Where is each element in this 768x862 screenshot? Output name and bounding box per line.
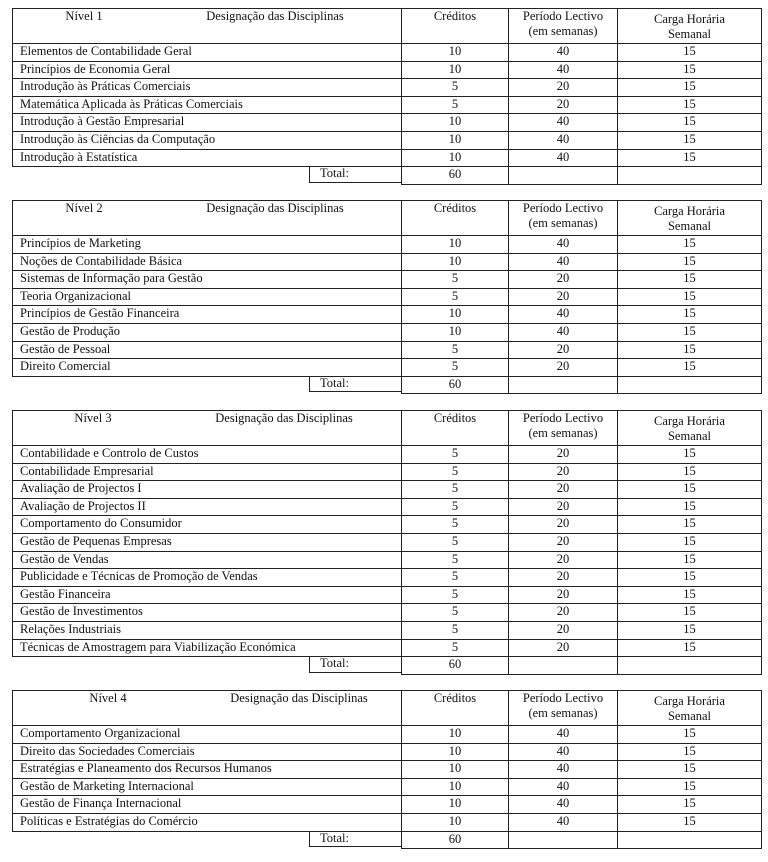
table-row (13, 306, 762, 324)
load-header-line2: Semanal (667, 429, 712, 443)
course-name: Princípios de Marketing (13, 236, 402, 254)
course-weekly-load: 15 (618, 253, 762, 271)
course-name: Direito das Sociedades Comerciais (13, 743, 402, 761)
course-period: 20 (509, 604, 618, 622)
course-weekly-load: 15 (618, 44, 762, 62)
course-credits: 10 (402, 796, 509, 814)
course-period: 40 (509, 44, 618, 62)
load-header-line1: Carga Horária (654, 694, 725, 708)
course-name: Gestão de Investimentos (13, 604, 402, 622)
level-4-table (12, 690, 761, 849)
course-name: Gestão de Produção (13, 323, 402, 341)
course-credits: 5 (402, 569, 509, 587)
credits-header: Créditos (402, 411, 509, 446)
total-period-empty (509, 167, 618, 185)
course-credits: 5 (402, 533, 509, 551)
course-name: Políticas e Estratégias do Comércio (13, 813, 402, 831)
course-name: Introdução à Estatística (13, 149, 402, 167)
table-row (13, 44, 762, 62)
course-name: Introdução às Ciências da Computação (13, 131, 402, 149)
period-header-line1: Período Lectivo (522, 411, 604, 425)
level-label: Nível 3 (74, 411, 112, 425)
table-row (13, 726, 762, 744)
period-header-line2: (em semanas) (528, 24, 598, 38)
course-period: 40 (509, 743, 618, 761)
table-row (13, 96, 762, 114)
course-name: Gestão de Finança Internacional (13, 796, 402, 814)
course-credits: 5 (402, 96, 509, 114)
total-period-empty (509, 831, 618, 849)
load-header-line2: Semanal (667, 709, 712, 723)
table-header-row (13, 9, 762, 44)
course-name: Técnicas de Amostragem para Viabilização Económica (13, 639, 402, 657)
course-credits: 5 (402, 271, 509, 289)
course-period: 20 (509, 79, 618, 97)
table-row (13, 323, 762, 341)
designation-label: Designação das Disciplinas (215, 411, 353, 425)
course-period: 20 (509, 359, 618, 377)
total-period-empty (509, 376, 618, 394)
course-credits: 10 (402, 726, 509, 744)
table-row (13, 639, 762, 657)
course-period: 20 (509, 481, 618, 499)
course-name: Noções de Contabilidade Básica (13, 253, 402, 271)
course-credits: 10 (402, 114, 509, 132)
course-weekly-load: 15 (618, 271, 762, 289)
course-credits: 10 (402, 61, 509, 79)
course-name: Elementos de Contabilidade Geral (13, 44, 402, 62)
table-row (13, 743, 762, 761)
course-name: Matemática Aplicada às Práticas Comerciais (13, 96, 402, 114)
table-row (13, 288, 762, 306)
course-credits: 10 (402, 253, 509, 271)
table-row (13, 778, 762, 796)
credits-header: Créditos (402, 691, 509, 726)
period-header-line1: Período Lectivo (522, 691, 604, 705)
course-period: 40 (509, 131, 618, 149)
level-1-table (12, 8, 761, 185)
course-name: Comportamento do Consumidor (13, 516, 402, 534)
course-credits: 10 (402, 743, 509, 761)
course-period: 20 (509, 271, 618, 289)
course-name: Gestão de Marketing Internacional (13, 778, 402, 796)
total-row (13, 657, 762, 675)
course-period: 40 (509, 761, 618, 779)
table-row (13, 516, 762, 534)
period-header (509, 691, 618, 726)
course-name: Gestão de Vendas (13, 551, 402, 569)
designation-header (13, 9, 402, 44)
period-header (509, 411, 618, 446)
course-period: 20 (509, 533, 618, 551)
total-load-empty (618, 376, 762, 394)
table-row (13, 271, 762, 289)
load-header-line1: Carga Horária (654, 12, 725, 26)
course-period: 20 (509, 569, 618, 587)
course-name: Contabilidade e Controlo de Custos (13, 446, 402, 464)
course-weekly-load: 15 (618, 569, 762, 587)
credits-header: Créditos (402, 9, 509, 44)
course-name: Direito Comercial (13, 359, 402, 377)
load-header-line2: Semanal (667, 219, 712, 233)
period-header (509, 201, 618, 236)
course-name: Teoria Organizacional (13, 288, 402, 306)
course-name: Relações Industriais (13, 621, 402, 639)
course-credits: 10 (402, 761, 509, 779)
course-period: 40 (509, 726, 618, 744)
designation-header (13, 201, 402, 236)
course-weekly-load: 15 (618, 551, 762, 569)
table-row (13, 149, 762, 167)
table-row (13, 341, 762, 359)
period-header-line2: (em semanas) (528, 426, 598, 440)
table-row (13, 621, 762, 639)
course-weekly-load: 15 (618, 149, 762, 167)
total-load-empty (618, 831, 762, 849)
course-weekly-load: 15 (618, 726, 762, 744)
course-name: Contabilidade Empresarial (13, 463, 402, 481)
course-name: Introdução às Práticas Comerciais (13, 79, 402, 97)
table-row (13, 79, 762, 97)
table-row (13, 498, 762, 516)
course-period: 40 (509, 114, 618, 132)
course-weekly-load: 15 (618, 533, 762, 551)
course-period: 40 (509, 796, 618, 814)
course-credits: 5 (402, 586, 509, 604)
course-credits: 10 (402, 236, 509, 254)
table-header-row (13, 201, 762, 236)
course-credits: 5 (402, 341, 509, 359)
table-row (13, 551, 762, 569)
course-credits: 10 (402, 44, 509, 62)
course-name: Publicidade e Técnicas de Promoção de Vendas (13, 569, 402, 587)
table-row (13, 533, 762, 551)
weekly-load-header (618, 9, 762, 44)
course-credits: 10 (402, 149, 509, 167)
course-period: 20 (509, 551, 618, 569)
course-weekly-load: 15 (618, 621, 762, 639)
course-name: Gestão de Pessoal (13, 341, 402, 359)
course-weekly-load: 15 (618, 498, 762, 516)
course-weekly-load: 15 (618, 323, 762, 341)
total-credits: 60 (402, 657, 509, 675)
course-credits: 5 (402, 551, 509, 569)
course-period: 20 (509, 446, 618, 464)
course-period: 20 (509, 621, 618, 639)
course-weekly-load: 15 (618, 586, 762, 604)
period-header (509, 9, 618, 44)
course-period: 20 (509, 288, 618, 306)
course-period: 40 (509, 253, 618, 271)
total-label: Total: (309, 167, 401, 183)
table-row (13, 604, 762, 622)
table-row (13, 131, 762, 149)
weekly-load-header (618, 691, 762, 726)
course-name: Estratégias e Planeamento dos Recursos Humanos (13, 761, 402, 779)
designation-label: Designação das Disciplinas (206, 201, 344, 215)
designation-header (13, 691, 402, 726)
course-credits: 5 (402, 446, 509, 464)
course-name: Gestão de Pequenas Empresas (13, 533, 402, 551)
course-name: Introdução à Gestão Empresarial (13, 114, 402, 132)
designation-header (13, 411, 402, 446)
credits-header: Créditos (402, 201, 509, 236)
designation-label: Designação das Disciplinas (230, 691, 368, 705)
total-load-empty (618, 167, 762, 185)
total-load-empty (618, 657, 762, 675)
course-credits: 5 (402, 516, 509, 534)
course-credits: 10 (402, 323, 509, 341)
course-credits: 5 (402, 79, 509, 97)
total-row (13, 376, 762, 394)
course-weekly-load: 15 (618, 288, 762, 306)
period-header-line1: Período Lectivo (522, 201, 604, 215)
course-name: Avaliação de Projectos I (13, 481, 402, 499)
table-row (13, 586, 762, 604)
table-row (13, 481, 762, 499)
course-name: Gestão Financeira (13, 586, 402, 604)
course-credits: 5 (402, 463, 509, 481)
table-row (13, 359, 762, 377)
load-header-line1: Carga Horária (654, 204, 725, 218)
course-weekly-load: 15 (618, 341, 762, 359)
level-3-table (12, 410, 761, 675)
course-period: 20 (509, 639, 618, 657)
course-weekly-load: 15 (618, 604, 762, 622)
total-row (13, 831, 762, 849)
course-name: Avaliação de Projectos II (13, 498, 402, 516)
level-label: Nível 1 (65, 9, 103, 23)
course-name: Princípios de Gestão Financeira (13, 306, 402, 324)
course-period: 20 (509, 96, 618, 114)
weekly-load-header (618, 411, 762, 446)
course-weekly-load: 15 (618, 306, 762, 324)
course-period: 40 (509, 306, 618, 324)
course-period: 20 (509, 586, 618, 604)
total-credits: 60 (402, 376, 509, 394)
course-credits: 5 (402, 621, 509, 639)
level-2-table (12, 200, 761, 394)
course-credits: 5 (402, 604, 509, 622)
course-period: 20 (509, 463, 618, 481)
weekly-load-header (618, 201, 762, 236)
course-weekly-load: 15 (618, 743, 762, 761)
course-weekly-load: 15 (618, 61, 762, 79)
course-weekly-load: 15 (618, 813, 762, 831)
table-row (13, 569, 762, 587)
course-weekly-load: 15 (618, 236, 762, 254)
course-credits: 10 (402, 131, 509, 149)
course-weekly-load: 15 (618, 359, 762, 377)
course-weekly-load: 15 (618, 639, 762, 657)
course-period: 40 (509, 323, 618, 341)
table-header-row (13, 411, 762, 446)
course-credits: 5 (402, 288, 509, 306)
table-row (13, 813, 762, 831)
course-period: 40 (509, 61, 618, 79)
table-row (13, 761, 762, 779)
level-label: Nível 2 (65, 201, 103, 215)
course-period: 40 (509, 778, 618, 796)
table-row (13, 61, 762, 79)
table-row (13, 796, 762, 814)
course-period: 20 (509, 498, 618, 516)
course-weekly-load: 15 (618, 516, 762, 534)
course-weekly-load: 15 (618, 481, 762, 499)
total-credits: 60 (402, 831, 509, 849)
course-credits: 5 (402, 639, 509, 657)
course-weekly-load: 15 (618, 761, 762, 779)
total-label: Total: (309, 657, 401, 673)
load-header-line1: Carga Horária (654, 414, 725, 428)
course-period: 20 (509, 516, 618, 534)
table-header-row (13, 691, 762, 726)
course-weekly-load: 15 (618, 114, 762, 132)
course-weekly-load: 15 (618, 131, 762, 149)
total-credits: 60 (402, 167, 509, 185)
total-label: Total: (309, 376, 401, 392)
table-row (13, 446, 762, 464)
course-weekly-load: 15 (618, 96, 762, 114)
course-credits: 5 (402, 359, 509, 377)
total-label: Total: (309, 831, 401, 847)
table-row (13, 253, 762, 271)
total-row (13, 167, 762, 185)
course-credits: 10 (402, 813, 509, 831)
course-period: 40 (509, 813, 618, 831)
load-header-line2: Semanal (667, 27, 712, 41)
designation-label: Designação das Disciplinas (206, 9, 344, 23)
course-weekly-load: 15 (618, 79, 762, 97)
course-credits: 10 (402, 778, 509, 796)
course-weekly-load: 15 (618, 796, 762, 814)
total-period-empty (509, 657, 618, 675)
course-weekly-load: 15 (618, 463, 762, 481)
period-header-line1: Período Lectivo (522, 9, 604, 23)
table-row (13, 114, 762, 132)
course-credits: 5 (402, 498, 509, 516)
course-credits: 5 (402, 481, 509, 499)
course-weekly-load: 15 (618, 446, 762, 464)
period-header-line2: (em semanas) (528, 216, 598, 230)
period-header-line2: (em semanas) (528, 706, 598, 720)
course-period: 20 (509, 341, 618, 359)
course-weekly-load: 15 (618, 778, 762, 796)
course-name: Comportamento Organizacional (13, 726, 402, 744)
level-label: Nível 4 (89, 691, 127, 705)
course-period: 40 (509, 149, 618, 167)
course-period: 40 (509, 236, 618, 254)
table-row (13, 236, 762, 254)
course-name: Sistemas de Informação para Gestão (13, 271, 402, 289)
course-credits: 10 (402, 306, 509, 324)
table-row (13, 463, 762, 481)
course-name: Princípios de Economia Geral (13, 61, 402, 79)
